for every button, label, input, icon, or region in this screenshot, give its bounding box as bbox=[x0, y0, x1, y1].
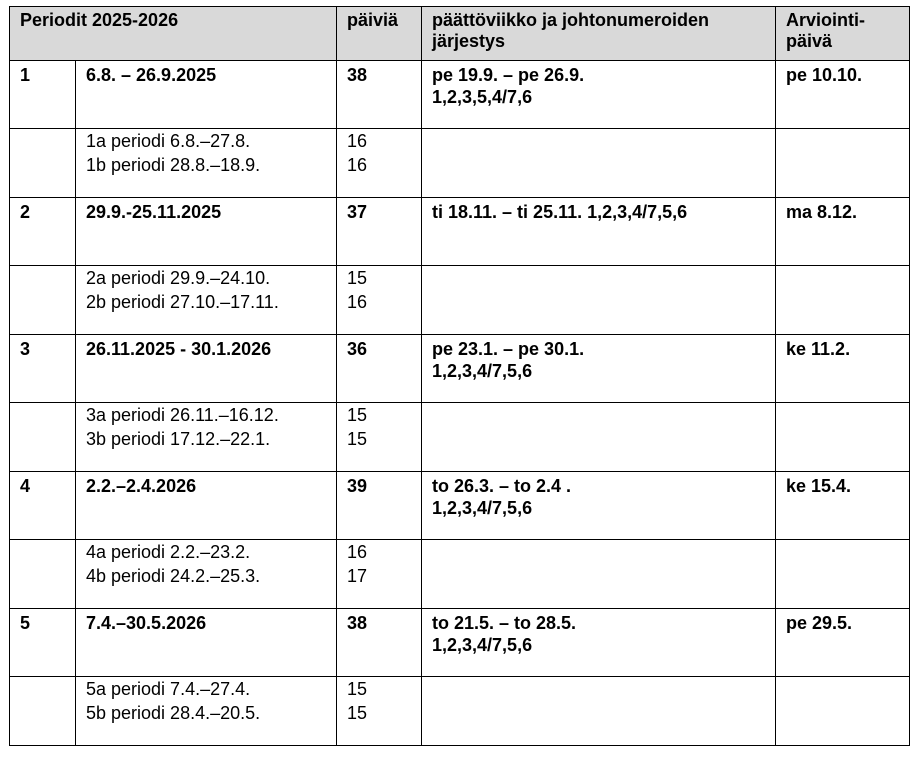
sub-days-a: 15 bbox=[347, 405, 368, 425]
period-row bbox=[10, 198, 910, 266]
period-days: 36 bbox=[337, 335, 422, 403]
sub-period-a: 3a periodi 26.11.–16.12. bbox=[86, 405, 279, 425]
sub-period-days bbox=[337, 266, 422, 335]
sub-days-b: 15 bbox=[347, 703, 368, 723]
final-week-order: 1,2,3,5,4/7,6 bbox=[432, 87, 533, 107]
final-week bbox=[422, 61, 776, 129]
period-days: 37 bbox=[337, 198, 422, 266]
sub-periods bbox=[76, 266, 337, 335]
periods-header: Periodit 2025-2026 bbox=[10, 7, 337, 61]
sub-period-b: 1b periodi 28.8.–18.9. bbox=[86, 155, 261, 175]
period-number: 4 bbox=[10, 472, 76, 540]
period-schedule-table bbox=[9, 6, 910, 746]
period-range: 26.11.2025 - 30.1.2026 bbox=[76, 335, 337, 403]
sub-period-row bbox=[10, 677, 910, 746]
sub-period-a: 1a periodi 6.8.–27.8. bbox=[86, 131, 251, 151]
empty-cell bbox=[776, 129, 910, 198]
period-range: 6.8. – 26.9.2025 bbox=[76, 61, 337, 129]
sub-period-a: 2a periodi 29.9.–24.10. bbox=[86, 268, 271, 288]
sub-days-a: 15 bbox=[347, 268, 368, 288]
empty-cell bbox=[776, 540, 910, 609]
final-week bbox=[422, 609, 776, 677]
sub-period-a: 4a periodi 2.2.–23.2. bbox=[86, 542, 251, 562]
sub-period-b: 3b periodi 17.12.–22.1. bbox=[86, 429, 271, 449]
empty-cell bbox=[776, 266, 910, 335]
final-week-dates: to 26.3. – to 2.4 . bbox=[432, 476, 572, 496]
sub-period-b: 4b periodi 24.2.–25.3. bbox=[86, 566, 261, 586]
final-week-dates: pe 19.9. – pe 26.9. bbox=[432, 65, 585, 85]
period-range: 29.9.-25.11.2025 bbox=[76, 198, 337, 266]
sub-period-days bbox=[337, 540, 422, 609]
sub-days-b: 16 bbox=[347, 292, 368, 312]
empty-cell bbox=[776, 677, 910, 746]
assessment-day: pe 10.10. bbox=[776, 61, 910, 129]
sub-period-days bbox=[337, 403, 422, 472]
empty-cell bbox=[422, 266, 776, 335]
empty-cell bbox=[10, 540, 76, 609]
sub-periods bbox=[76, 540, 337, 609]
sub-days-a: 16 bbox=[347, 131, 368, 151]
period-days: 39 bbox=[337, 472, 422, 540]
sub-days-a: 15 bbox=[347, 679, 368, 699]
assessment-day: ke 15.4. bbox=[776, 472, 910, 540]
final-week-header: päättöviikko ja johtonumeroiden järjestys bbox=[422, 7, 776, 61]
period-number: 5 bbox=[10, 609, 76, 677]
period-row bbox=[10, 61, 910, 129]
final-week-dates: pe 23.1. – pe 30.1. bbox=[432, 339, 585, 359]
empty-cell bbox=[422, 129, 776, 198]
sub-period-b: 5b periodi 28.4.–20.5. bbox=[86, 703, 261, 723]
empty-cell bbox=[422, 403, 776, 472]
sub-days-b: 16 bbox=[347, 155, 368, 175]
period-number: 3 bbox=[10, 335, 76, 403]
empty-cell bbox=[10, 266, 76, 335]
final-week-order: 1,2,3,4/7,5,6 bbox=[432, 498, 533, 518]
table-header-row bbox=[10, 7, 910, 61]
assessment-day: ke 11.2. bbox=[776, 335, 910, 403]
period-days: 38 bbox=[337, 609, 422, 677]
sub-periods bbox=[76, 677, 337, 746]
period-row bbox=[10, 335, 910, 403]
days-header: päiviä bbox=[337, 7, 422, 61]
final-week bbox=[422, 335, 776, 403]
period-range: 2.2.–2.4.2026 bbox=[76, 472, 337, 540]
assessment-day: ma 8.12. bbox=[776, 198, 910, 266]
sub-period-row bbox=[10, 540, 910, 609]
empty-cell bbox=[10, 677, 76, 746]
sub-period-row bbox=[10, 266, 910, 335]
assessment-header: Arviointi-päivä bbox=[776, 7, 910, 61]
empty-cell bbox=[10, 403, 76, 472]
sub-days-a: 16 bbox=[347, 542, 368, 562]
sub-period-days bbox=[337, 677, 422, 746]
empty-cell bbox=[422, 677, 776, 746]
final-week-dates: ti 18.11. – ti 25.11. 1,2,3,4/7,5,6 bbox=[432, 202, 688, 222]
period-row bbox=[10, 472, 910, 540]
period-row bbox=[10, 609, 910, 677]
sub-period-days bbox=[337, 129, 422, 198]
period-range: 7.4.–30.5.2026 bbox=[76, 609, 337, 677]
sub-period-a: 5a periodi 7.4.–27.4. bbox=[86, 679, 251, 699]
sub-period-row bbox=[10, 129, 910, 198]
period-number: 2 bbox=[10, 198, 76, 266]
sub-days-b: 15 bbox=[347, 429, 368, 449]
final-week-dates: to 21.5. – to 28.5. bbox=[432, 613, 577, 633]
final-week-order: 1,2,3,4/7,5,6 bbox=[432, 361, 533, 381]
empty-cell bbox=[422, 540, 776, 609]
period-number: 1 bbox=[10, 61, 76, 129]
sub-period-b: 2b periodi 27.10.–17.11. bbox=[86, 292, 279, 312]
final-week-order: 1,2,3,4/7,5,6 bbox=[432, 635, 533, 655]
empty-cell bbox=[776, 403, 910, 472]
sub-period-row bbox=[10, 403, 910, 472]
final-week bbox=[422, 472, 776, 540]
sub-periods bbox=[76, 129, 337, 198]
assessment-day: pe 29.5. bbox=[776, 609, 910, 677]
sub-days-b: 17 bbox=[347, 566, 368, 586]
period-days: 38 bbox=[337, 61, 422, 129]
final-week bbox=[422, 198, 776, 266]
sub-periods bbox=[76, 403, 337, 472]
empty-cell bbox=[10, 129, 76, 198]
